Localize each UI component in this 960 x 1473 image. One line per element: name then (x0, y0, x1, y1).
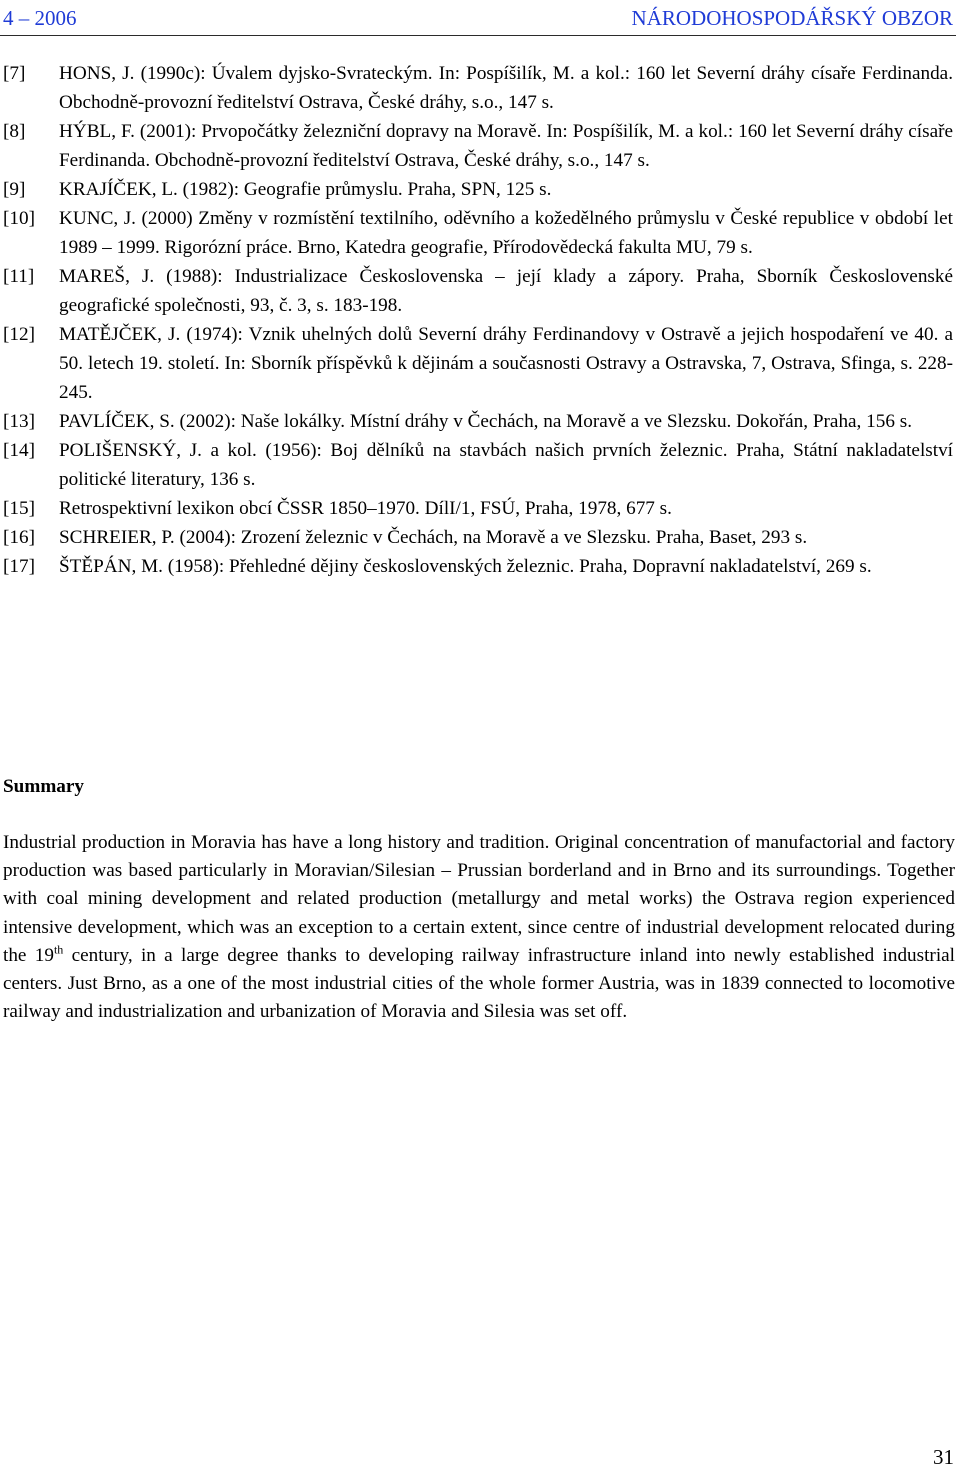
reference-text: MATĚJČEK, J. (1974): Vznik uhelných dolů Severní dráhy Ferdinandovy v Ostravě a jejich hospodaření ve 40. a 50. letech 19. století. In: Sborník příspěvků k dějinám a současnosti Ostravy a Ostravska, 7, Ostrava, Sfinga, s. 228-245. (59, 324, 953, 403)
reference-text: KUNC, J. (2000) Změny v rozmístění textilního, oděvního a kožedělného průmyslu v České republice v období let 1989 – 1999. Rigorózní práce. Brno, Katedra geografie, Přírodovědecká fakulta MU, 79 s. (59, 208, 953, 258)
reference-item (3, 204, 953, 262)
reference-item (3, 175, 953, 204)
reference-number: [16] (3, 527, 35, 548)
reference-text: PAVLÍČEK, S. (2002): Naše lokálky. Místní dráhy v Čechách, na Moravě a ve Slezsku. Dokořán, Praha, 156 s. (59, 411, 912, 432)
page-number: 31 (933, 1445, 954, 1469)
reference-text: HONS, J. (1990c): Úvalem dyjsko-Svrateckým. In: Pospíšilík, M. a kol.: 160 let Severní dráhy císaře Ferdinanda. Obchodně-provozní ředitelství Ostrava, České dráhy, s.o., 147 s. (59, 63, 953, 113)
reference-text: SCHREIER, P. (2004): Zrození železnic v Čechách, na Moravě a ve Slezsku. Praha, Baset, 293 s. (59, 527, 808, 548)
reference-number: [7] (3, 63, 26, 84)
reference-item (3, 407, 953, 436)
running-header (3, 4, 953, 32)
reference-text: POLIŠENSKÝ, J. a kol. (1956): Boj dělníků na stavbách našich prvních železnic. Praha, Státní nakladatelství politické literatury, 136 s. (59, 440, 953, 490)
summary-text-part-2: century, in a large degree thanks to developing railway infrastructure inland into newly established industrial centers. Just Brno, as a one of the most industrial cities of the whole former Austria, was in 1839 connected to locomotive railway and industrialization and urbanization of Moravia and Silesia was set off. (3, 944, 955, 1023)
reference-number: [17] (3, 556, 35, 577)
summary-superscript: th (53, 942, 64, 957)
reference-item (3, 523, 953, 552)
reference-text: Retrospektivní lexikon obcí ČSSR 1850–1970. DílI/1, FSÚ, Praha, 1978, 677 s. (59, 498, 672, 519)
reference-number: [13] (3, 411, 35, 432)
reference-list (3, 59, 953, 581)
reference-item (3, 320, 953, 407)
reference-number: [15] (3, 498, 35, 519)
reference-number: [10] (3, 208, 35, 229)
summary-paragraph (3, 829, 955, 1026)
reference-item (3, 59, 953, 117)
reference-item (3, 436, 953, 494)
reference-number: [14] (3, 440, 35, 461)
reference-item (3, 117, 953, 175)
reference-number: [12] (3, 324, 35, 345)
reference-number: [11] (3, 266, 35, 287)
reference-text: KRAJÍČEK, L. (1982): Geografie průmyslu. Praha, SPN, 125 s. (59, 179, 552, 200)
reference-text: ŠTĚPÁN, M. (1958): Přehledné dějiny československých železnic. Praha, Dopravní nakladatelství, 269 s. (59, 556, 872, 577)
reference-number: [9] (3, 179, 26, 200)
reference-number: [8] (3, 121, 26, 142)
issue-label: 4 – 2006 (3, 6, 77, 30)
summary-text-part-1: Industrial production in Moravia has have a long history and tradition. Original concentration of manufactorial and factory production was based particularly in Moravian/Silesian – Prussian borderland and in Brno and its surroundings. Together with coal mining development and related production (metallurgy and metal works) the Ostrava region experienced intensive development, which was an exception to a certain extent, since centre of industrial development relocated during the 19 (3, 832, 955, 966)
reference-item (3, 552, 953, 581)
header-divider (0, 35, 956, 36)
reference-item (3, 262, 953, 320)
summary-heading: Summary (3, 776, 85, 797)
reference-text: HÝBL, F. (2001): Prvopočátky železniční dopravy na Moravě. In: Pospíšilík, M. a kol.: 160 let Severní dráhy císaře Ferdinanda. Obchodně-provozní ředitelství Ostrava, České dráhy, s.o., 147 s. (59, 121, 953, 171)
journal-title: NÁRODOHOSPODÁŘSKÝ OBZOR (631, 6, 953, 30)
reference-item (3, 494, 953, 523)
reference-text: MAREŠ, J. (1988): Industrializace Československa – její klady a zápory. Praha, Sborník Československé geografické společnosti, 93, č. 3, s. 183-198. (59, 266, 953, 316)
